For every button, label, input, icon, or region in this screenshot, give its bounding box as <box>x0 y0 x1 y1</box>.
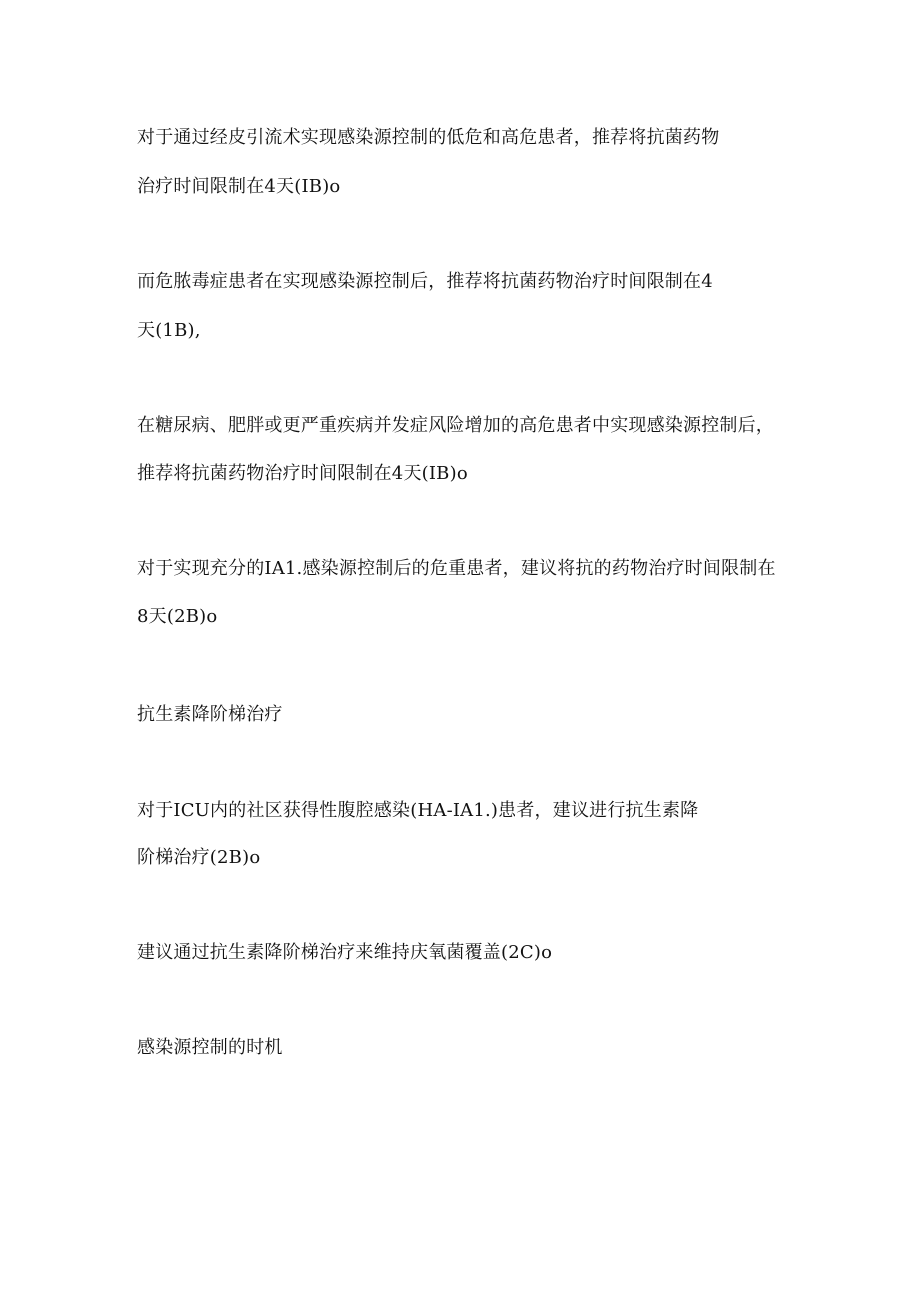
section-heading-deescalation: 抗生素降阶梯治疗 <box>137 704 283 725</box>
paragraph-2-line-1: 而危脓毒症患者在实现感染源控制后，推荐将抗菌药物治疗时间限制在4 <box>137 271 713 292</box>
paragraph-5-line-1: 对于ICU内的社区获得性腹腔感染(HA-IA1.)患者，建议进行抗生素降 <box>137 800 699 821</box>
paragraph-4-line-1: 对于实现充分的IA1.感染源控制后的危重患者，建议将抗的药物治疗时间限制在 <box>137 558 776 579</box>
paragraph-5-line-2: 阶梯治疗(2B)o <box>137 847 261 868</box>
section-heading-source-control-timing: 感染源控制的时机 <box>137 1037 283 1058</box>
paragraph-6-line-1: 建议通过抗生素降阶梯治疗来维持庆氧菌覆盖(2C)o <box>137 942 553 963</box>
paragraph-3-line-1: 在糖尿病、肥胖或更严重疾病并发症风险增加的高危患者中实现感染源控制后， <box>137 415 774 436</box>
paragraph-1-line-2: 治疗时间限制在4天(IB)o <box>137 176 341 197</box>
paragraph-2-line-2: 天(1B), <box>137 320 201 341</box>
paragraph-4-line-2: 8天(2B)o <box>137 606 218 627</box>
paragraph-3-line-2: 推荐将抗菌药物治疗时间限制在4天(IB)o <box>137 463 468 484</box>
paragraph-1-line-1: 对于通过经皮引流术实现感染源控制的低危和高危患者，推荐将抗菌药物 <box>137 127 720 148</box>
